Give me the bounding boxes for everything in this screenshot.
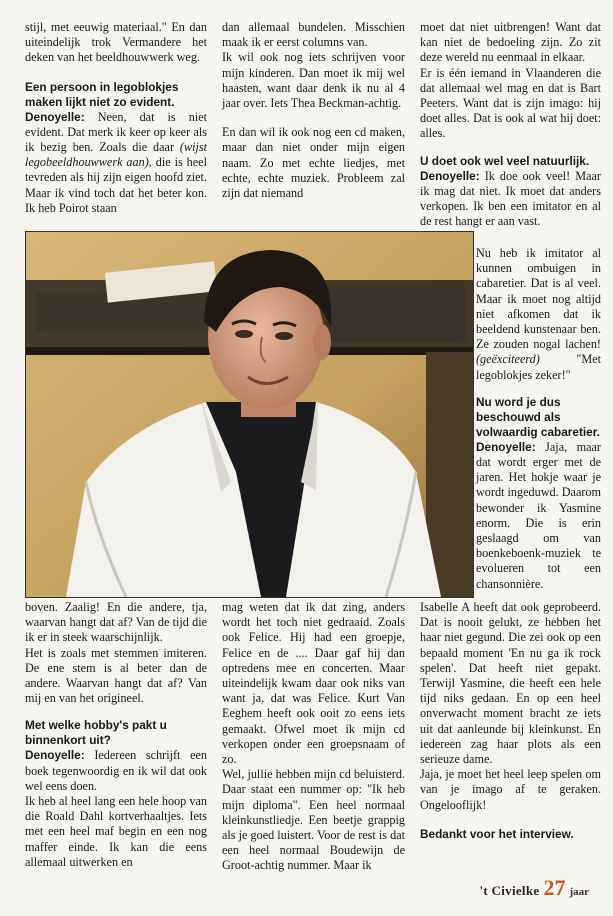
speaker-label: Denoyelle: [476,439,536,454]
interview-question: Met welke hobby's pakt u binnenkort uit? [25,718,167,748]
paragraph: Jaja, je moet het heel leep spelen om van je imago af te geraken. Ongelooflijk! [420,767,601,812]
stage-direction: (wijst legobeeldhouwwerk aan) [25,140,208,170]
paragraph: mag weten dat ik dat zing, anders wordt het toch niet gedraaid. Zoals ook Felice. Hij had een groepje, Felice en de .... Daar gaf hij dan optredens mee en concerten. Maar uiteindelijk kwam daar ook niks van want ja, dat was Felice. Kurt Van Eeghem heeft ook ooit zo eens iets gemaakt. Ofwel moet ik mijn cd verkopen onder een groepsnaam of zo. [222,600,405,767]
column-3 [420,20,601,229]
paragraph: Het is zoals met stemmen imiteren. De ene stem is al beter dan de andere. Waarvan hangt dat af? Van mij en van het origineel. [25,645,207,706]
interview-question: Nu word je dus beschouwd als volwaardig cabaretier. [476,394,600,439]
paragraph: stijl, met eeuwig materiaal." En dan uiteindelijk trok Vermandere het deken van het beeldhouwwerk weg. [25,20,207,65]
stage-direction: (geëxciteerd) [476,352,540,367]
interview-question: Een persoon in legoblokjes maken lijkt niet zo evident. [25,79,179,109]
interview-answer: Denoyelle: Jaja, maar dat wordt erger met de jaren. Het hokje waar je wordt ingeduwd. Daarom bewonder ik Yasmine enorm. Die is erin geslaagd om van boenkeboenk-muziek te evolueren tot een chansonnière. [476,439,601,591]
column-1 [25,20,207,216]
paragraph: moet dat niet uitbrengen! Want dat kan niet de bedoeling zijn. Zo zit deze wereld nu eenmaal in elkaar. [420,20,601,65]
interview-answer: Denoyelle: Iedereen schrijft een boek tegenwoordig en ik wil dat ook wel eens doen. [25,748,207,793]
paragraph: Isabelle A heeft dat ook geprobeerd. Dat is nooit gelukt, ze hebben het haar niet gegund. Die zei ook op een bepaald moment 'En nu ga ik rock spelen'. Dat heeft niet gepakt. Terwijl Yasmine, die heeft een hele tijd niks gedaan. En op een heel onverwacht moment bracht ze iets uit dat aanleunde bij kleinkunst. En iedereen zag haar plots als een serieuze dame. [420,600,601,767]
page-suffix: jaar [569,886,589,898]
bottom-column-2 [222,600,405,874]
closing-line: Bedankt voor het interview. [420,826,574,841]
paragraph: boven. Zaalig! En die andere, tja, waarvan hangt dat af? Van de tijd die ik er in steek waarschijnlijk. [25,600,207,645]
column-2 [222,20,405,201]
paragraph: En dan wil ik ook nog een cd maken, maar dan niet onder mijn eigen naam. Zo met echte liedjes, met echte, echte muziek. Probleem zal zijn dat niemand [222,125,405,201]
speaker-label: Denoyelle: [25,109,85,124]
paragraph: Wel, jullie hebben mijn cd beluisterd. Daar staat een nummer op: "Ik heb mijn diploma". Een heel normaal kleinkunstliedje. Een beetje grappig als je goed luistert. Voor de rest is dat een heel normaal Boudewijn de Groot-achtig nummer. Maar ik [222,767,405,873]
page-number: 27 [543,875,566,900]
paragraph: Ik heb al heel lang een hele hoop van die Roald Dahl kortverhaaltjes. Iets met een heel maf begin en een nog maffer einde. Ik kan die eens allemaal uitwerken en [25,794,207,869]
paragraph: dan allemaal bundelen. Misschien maak ik er eerst columns van. [222,20,405,50]
magazine-name: 't Civielke [479,883,540,898]
page-footer [479,875,589,908]
paragraph: Nu heb ik imitator al kunnen ombuigen in cabaretier. Dat is al veel. Maar ik moet nog altijd niet afkomen dat ik beeldend kunstenaar ben. Ze zouden nogal lachen! (geëxciteerd) "Met legoblokjes zeker!" [476,246,601,382]
interview-answer: Denoyelle: Neen, dat is niet evident. Dat merk ik keer op keer als ik bezig ben. Zoals die daar (wijst legobeeldhouwwerk aan), die is heel tevreden als hij zijn eigen hoofd ziet. Maar ik vind toch dat het beter kon. Ik heb Poirot staan [25,109,208,215]
paragraph: Er is één iemand in Vlaanderen die dat allemaal wel mag en dat is Bart Peeters. Want dat is zijn imago: hij doet alles. Dat is ook al wat hij doet: alles. [420,65,601,141]
speaker-label: Denoyelle: [25,748,85,763]
speaker-label: Denoyelle: [420,168,480,183]
interview-answer: Denoyelle: Ik doe ook veel! Maar ik mag dat niet. Ik moet dat anders verkopen. Ik ben een imitator en al de rest hangt er aan vast. [420,168,601,229]
bottom-column-1 [25,600,207,870]
bottom-column-3 [420,600,601,842]
interview-question: U doet ook wel veel natuurlijk. [420,153,590,168]
paragraph: Ik wil ook nog iets schrijven voor mijn kinderen. Dan moet ik mij wel haasten, want daar denk ik nu al 4 jaar over. Iets Thea Beckman-achtig. [222,50,405,111]
interview-photo [25,231,474,598]
column-3-continued [476,246,601,592]
portrait-illustration [26,232,473,597]
